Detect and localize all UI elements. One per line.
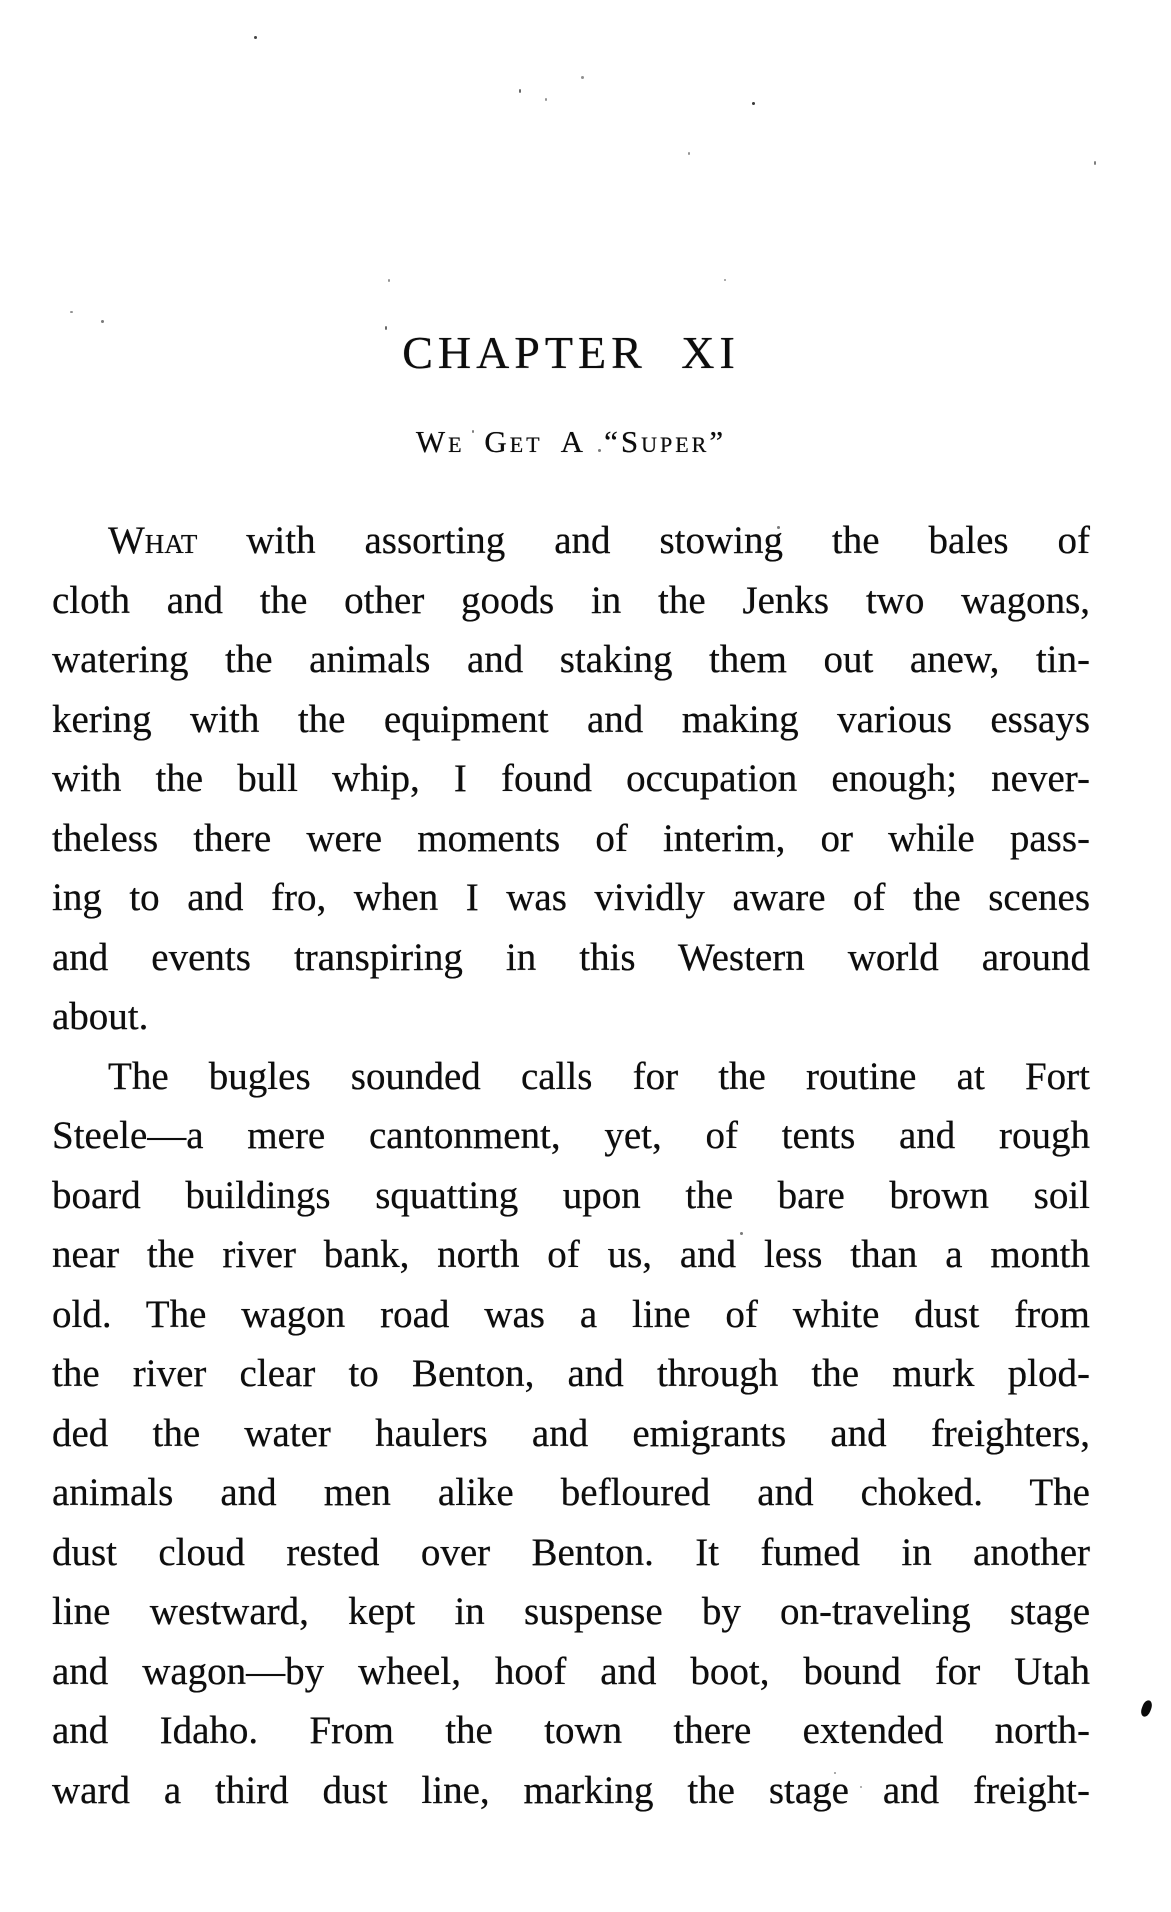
scan-speck bbox=[752, 102, 755, 105]
scan-speck bbox=[688, 152, 690, 155]
body-text bbox=[52, 511, 1090, 1820]
lead-word-smallcaps: What bbox=[108, 519, 198, 562]
scan-speck bbox=[254, 36, 257, 39]
scan-speck bbox=[519, 89, 521, 93]
scan-speck bbox=[724, 279, 726, 281]
text-line bbox=[52, 511, 1090, 571]
text-line: Steele—a mere cantonment, yet, of tents and rough bbox=[52, 1114, 1090, 1157]
text-line: kering with the equipment and making various essays bbox=[52, 697, 1090, 741]
text-line: board buildings squatting upon the bare brown soil bbox=[52, 1173, 1090, 1217]
text-line: ded the water haulers and emigrants and freighters, bbox=[52, 1411, 1090, 1455]
scan-speck bbox=[101, 320, 104, 323]
text-line: old. The wagon road was a line of white dust from bbox=[52, 1292, 1090, 1336]
text-line: near the river bank, north of us, and less than a month bbox=[52, 1233, 1090, 1276]
scan-speck bbox=[388, 279, 390, 282]
scan-speck bbox=[545, 98, 547, 101]
text-line: The bugles sounded calls for the routine at Fort bbox=[108, 1054, 1090, 1098]
scan-speck bbox=[70, 311, 73, 313]
scan-speck bbox=[1094, 161, 1096, 165]
scan-speck bbox=[581, 76, 584, 79]
text-line: watering the animals and staking them out anew, tin- bbox=[52, 638, 1090, 681]
text-line: and Idaho. From the town there extended north- bbox=[52, 1709, 1090, 1752]
text-line-rest: with assorting and stowing the bales of bbox=[246, 519, 1090, 562]
chapter-subtitle: We Get A “Super” bbox=[415, 424, 727, 459]
text-line: and wagon—by wheel, hoof and boot, bound for Utah bbox=[52, 1649, 1090, 1693]
text-line: and events transpiring in this Western world around bbox=[52, 935, 1090, 979]
text-line: line westward, kept in suspense by on-traveling stage bbox=[52, 1590, 1090, 1633]
text-line: dust cloud rested over Benton. It fumed in another bbox=[52, 1530, 1090, 1574]
chapter-heading: CHAPTER XI bbox=[402, 327, 740, 378]
text-line: animals and men alike befloured and choked. The bbox=[52, 1471, 1090, 1514]
text-line: theless there were moments of interim, or while pass- bbox=[52, 816, 1090, 860]
stray-ink-mark bbox=[1139, 1699, 1153, 1718]
text-line: the river clear to Benton, and through the murk plod- bbox=[52, 1352, 1090, 1395]
text-line: about. bbox=[52, 995, 149, 1038]
text-line: ward a third dust line, marking the stage and freight- bbox=[52, 1768, 1090, 1812]
text-line: ing to and fro, when I was vividly aware of the scenes bbox=[52, 876, 1090, 919]
text-line: cloth and the other goods in the Jenks two wagons, bbox=[52, 578, 1090, 622]
text-line: with the bull whip, I found occupation enough; never- bbox=[52, 757, 1090, 800]
